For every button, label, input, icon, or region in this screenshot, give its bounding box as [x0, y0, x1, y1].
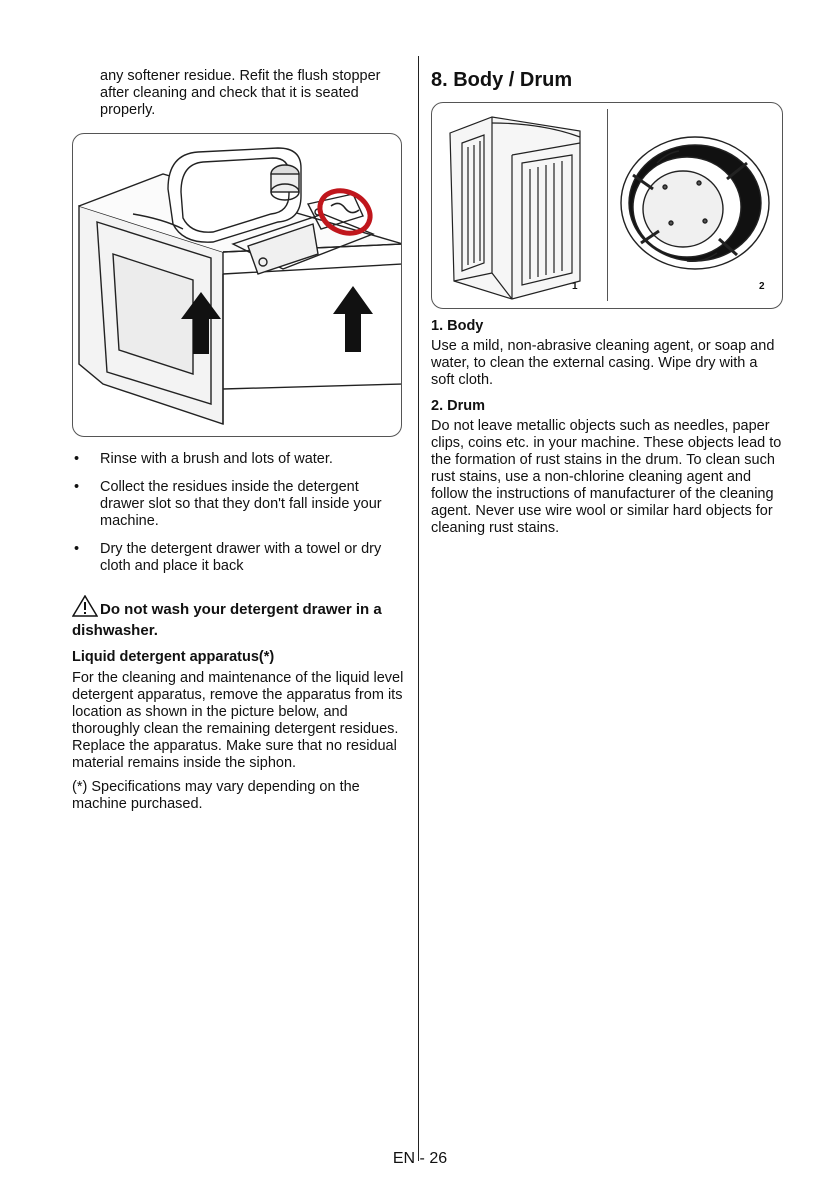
- page-number: EN - 26: [392, 1150, 448, 1167]
- list-item: • Dry the detergent drawer with a towel or dry cloth and place it back: [74, 541, 382, 574]
- liquid-detergent-heading: Liquid detergent apparatus(*): [72, 649, 275, 665]
- drum-drawing: [607, 103, 782, 308]
- list-item: • Rinse with a brush and lots of water.: [74, 451, 333, 467]
- drum-text: Do not leave metallic objects such as needles, paper clips, coins etc. in your machine. These objects lead to the formation of rust stains in the drum. To clean such rust stains, use a non-chlorine cleaning agent and follow the instructions of manufacturer of the cleaning agent. Never use wire wool or similar hard objects for cleaning rust stains.: [431, 418, 782, 536]
- right-column: [431, 68, 783, 537]
- footnote: (*) Specifications may vary depending on the machine purchased.: [72, 779, 360, 812]
- warning-triangle-icon: [72, 595, 98, 622]
- drum-heading: 2. Drum: [431, 398, 485, 414]
- body-drawing: [432, 103, 607, 308]
- left-column: [72, 68, 404, 813]
- warning-text: Do not wash your detergent drawer in a dishwasher.: [72, 601, 382, 639]
- figure-label-1: 1: [572, 281, 578, 292]
- column-divider: [418, 56, 419, 1161]
- liquid-detergent-text: For the cleaning and maintenance of the liquid level detergent apparatus, remove the apparatus from its location as shown in the picture below, and thoroughly clean the remaining detergent residues. Replace the apparatus. Make sure that no residual material remains inside the siphon.: [72, 670, 404, 771]
- section-title: 8. Body / Drum: [431, 69, 573, 91]
- cleaning-steps-list: [72, 451, 404, 575]
- body-heading: 1. Body: [431, 318, 484, 334]
- figure-label-2: 2: [759, 281, 765, 292]
- body-text: Use a mild, non-abrasive cleaning agent, or soap and water, to clean the external casing. Wipe dry with a soft cloth.: [431, 338, 775, 388]
- list-item: • Collect the residues inside the detergent drawer slot so that they don't fall inside your machine.: [74, 479, 382, 529]
- dishwasher-warning: [72, 595, 404, 640]
- body-drum-illustration: [431, 102, 783, 309]
- detergent-drawer-illustration: [72, 133, 402, 437]
- detergent-drawer-drawing: [73, 134, 401, 436]
- intro-paragraph: any softener residue. Refit the flush stopper after cleaning and check that it is seated properly.: [100, 68, 381, 118]
